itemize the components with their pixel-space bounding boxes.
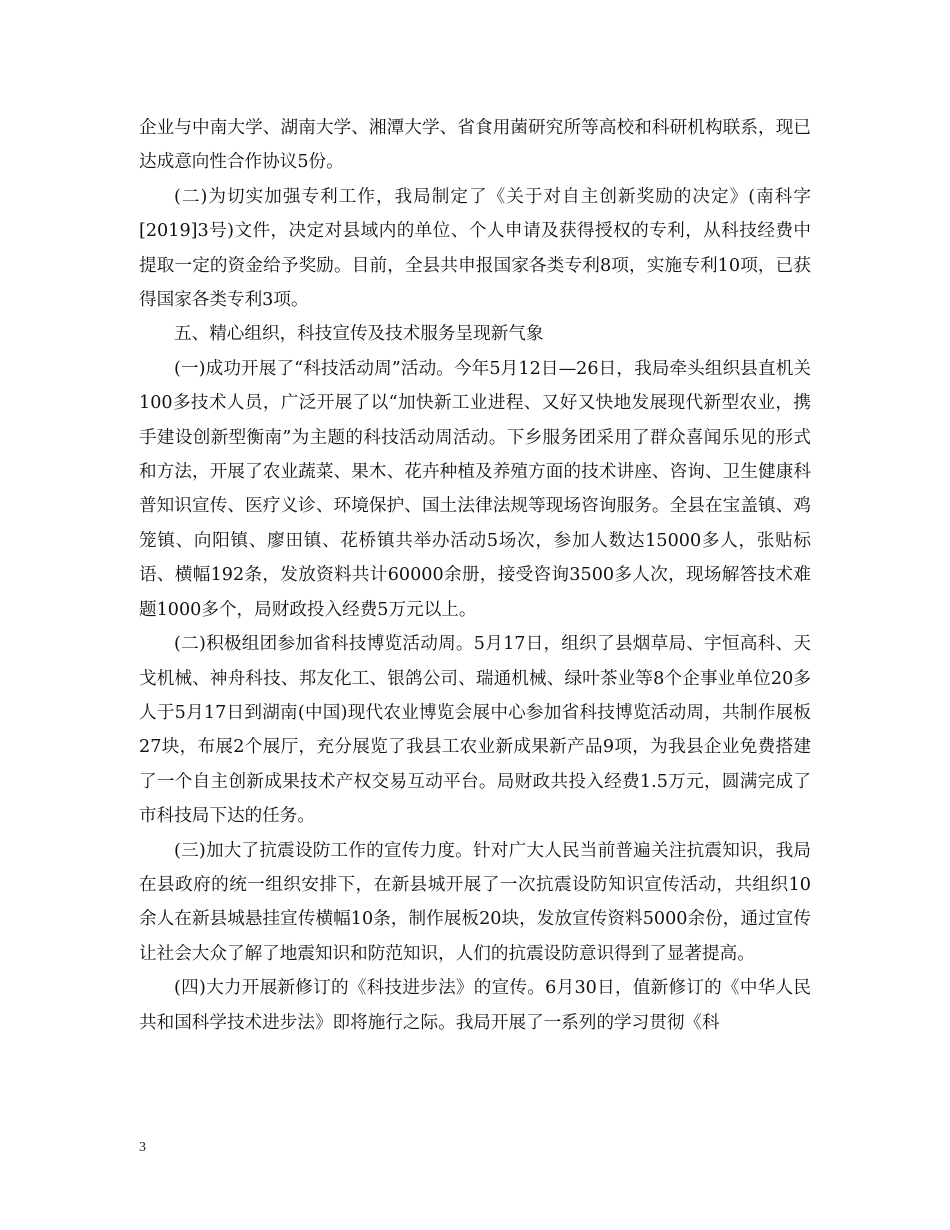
paragraph-continuation: 企业与中南大学、湖南大学、湘潭大学、省食用菌研究所等高校和科研机构联系，现已达成意向性合作协议5份。 bbox=[139, 118, 811, 173]
section-heading-five: 五、精心组织，科技宣传及技术服务呈现新气象 bbox=[174, 324, 544, 345]
paragraph-earthquake-publicity: (三)加大了抗震设防工作的宣传力度。针对广大人民当前普遍关注抗震知识，我局在县政府的统一组织安排下，在新县城开展了一次抗震设防知识宣传活动，共组织10余人在新县城悬挂宣传横幅10条，制作展板20块，发放宣传资料5000余份，通过宣传让社会大众了解了地震知识和防范知识，人们的抗震设防意识得到了显著提高。 bbox=[139, 840, 811, 964]
paragraph-patent-work: (二)为切实加强专利工作，我局制定了《关于对自主创新奖励的决定》(南科字[2019]3号)文件，决定对县域内的单位、个人申请及获得授权的专利，从科技经费中提取一定的资金给予奖励。目前，全县共申报国家各类专利8项，实施专利10项，已获得国家各类专利3项。 bbox=[139, 186, 811, 311]
paragraph-science-week: (一)成功开展了“科技活动周”活动。今年5月12日—26日，我局牵头组织县直机关100多技术人员，广泛开展了以“加快新工业进程、又好又快地发展现代新型农业，携手建设创新型衡南”为主题的科技活动周活动。下乡服务团采用了群众喜闻乐见的形式和方法，开展了农业蔬菜、果木、花卉种植及养殖方面的技术讲座、咨询、卫生健康科普知识宣传、医疗义诊、环境保护、国土法律法规等现场咨询服务。全县在宝盖镇、鸡笼镇、向阳镇、廖田镇、花桥镇共举办活动5场次，参加人数达15000多人，张贴标语、横幅192条，发放资料共计60000余册，接受咨询3500多人次，现场解答技术难题1000多个，局财政投入经费5万元以上。 bbox=[139, 358, 811, 620]
paragraph-expo-week: (二)积极组团参加省科技博览活动周。5月17日，组织了县烟草局、宇恒高科、天戈机械、神舟科技、邦友化工、银鸽公司、瑞通机械、绿叶茶业等8个企事业单位20多人于5月17日到湖南(中国)现代农业博览会展中心参加省科技博览活动周，共制作展板27块，布展2个展厅，充分展览了我县工农业新成果新产品9项，为我县企业免费搭建了一个自主创新成果技术产权交易互动平台。局财政共投入经费1.5万元，圆满完成了市科技局下达的任务。 bbox=[139, 634, 811, 827]
page-number: 3 bbox=[139, 1140, 146, 1155]
body-text bbox=[139, 111, 811, 1040]
paragraph-science-law: (四)大力开展新修订的《科技进步法》的宣传。6月30日，值新修订的《中华人民共和国科学技术进步法》即将施行之际。我局开展了一系列的学习贯彻《科 bbox=[139, 978, 811, 1033]
